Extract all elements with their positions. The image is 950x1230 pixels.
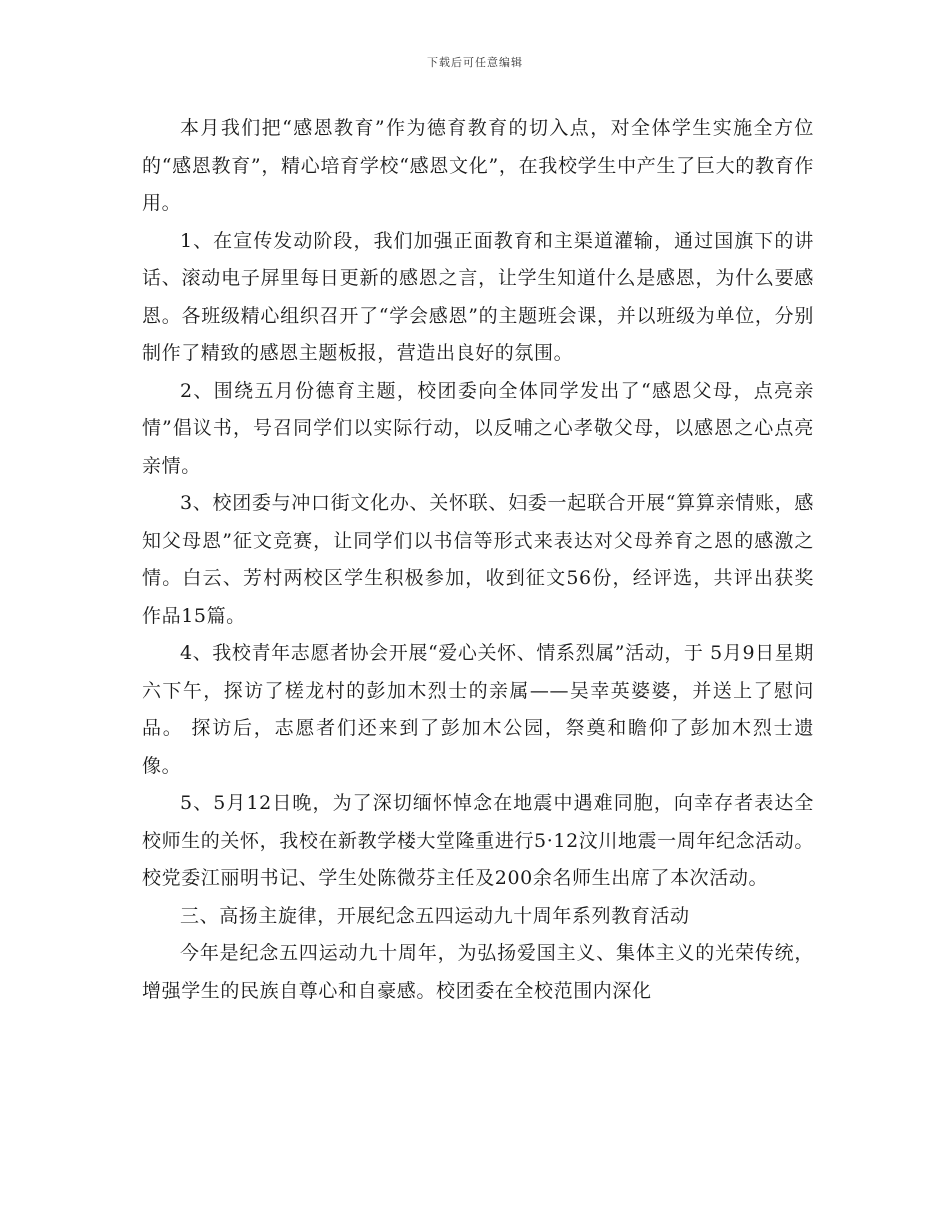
page-header-note: 下载后可任意编辑 <box>427 56 523 69</box>
document-body <box>142 110 814 1010</box>
item-5-paragraph: 5、5月12日晚，为了深切缅怀悼念在地震中遇难同胞，向幸存者表达全校师生的关怀，我校在新教学楼大堂隆重进行5·12汶川地震一周年纪念活动。校党委江丽明书记、学生处陈微芬主任及200余名师生出席了本次活动。 <box>142 792 814 889</box>
intro-paragraph: 本月我们把“感恩教育”作为德育教育的切入点，对全体学生实施全方位的“感恩教育”，精心培育学校“感恩文化”，在我校学生中产生了巨大的教育作用。 <box>142 117 814 214</box>
item-2-paragraph: 2、围绕五月份德育主题，校团委向全体同学发出了“感恩父母，点亮亲情”倡议书，号召同学们以实际行动，以反哺之心孝敬父母，以感恩之心点亮亲情。 <box>142 379 814 477</box>
item-3-paragraph: 3、校团委与冲口街文化办、关怀联、妇委一起联合开展“算算亲情账，感知父母恩”征文竞赛，让同学们以书信等形式来表达对父母养育之恩的感激之情。白云、芳村两校区学生积极参加，收到征文56份，经评选，共评出获奖作品15篇。 <box>142 492 814 627</box>
item-4-paragraph: 4、我校青年志愿者协会开展“爱心关怀、情系烈属”活动，于 5月9日星期六下午，探访了槎龙村的彭加木烈士的亲属——吴幸英婆婆，并送上了慰问品。 探访后，志愿者们还来到了彭加木公园，祭奠和瞻仰了彭加木烈士遗像。 <box>142 642 814 777</box>
section-3-heading: 三、高扬主旋律，开展纪念五四运动九十周年系列教育活动 <box>180 904 690 927</box>
item-1-paragraph: 1、在宣传发动阶段，我们加强正面教育和主渠道灌输，通过国旗下的讲话、滚动电子屏里每日更新的感恩之言，让学生知道什么是感恩，为什么要感恩。各班级精心组织召开了“学会感恩”的主题班会课，并以班级为单位，分别制作了精致的感恩主题板报，营造出良好的氛围。 <box>142 229 814 364</box>
section-3-paragraph: 今年是纪念五四运动九十周年，为弘扬爱国主义、集体主义的光荣传统，增强学生的民族自尊心和自豪感。校团委在全校范围内深化 <box>142 942 814 1002</box>
